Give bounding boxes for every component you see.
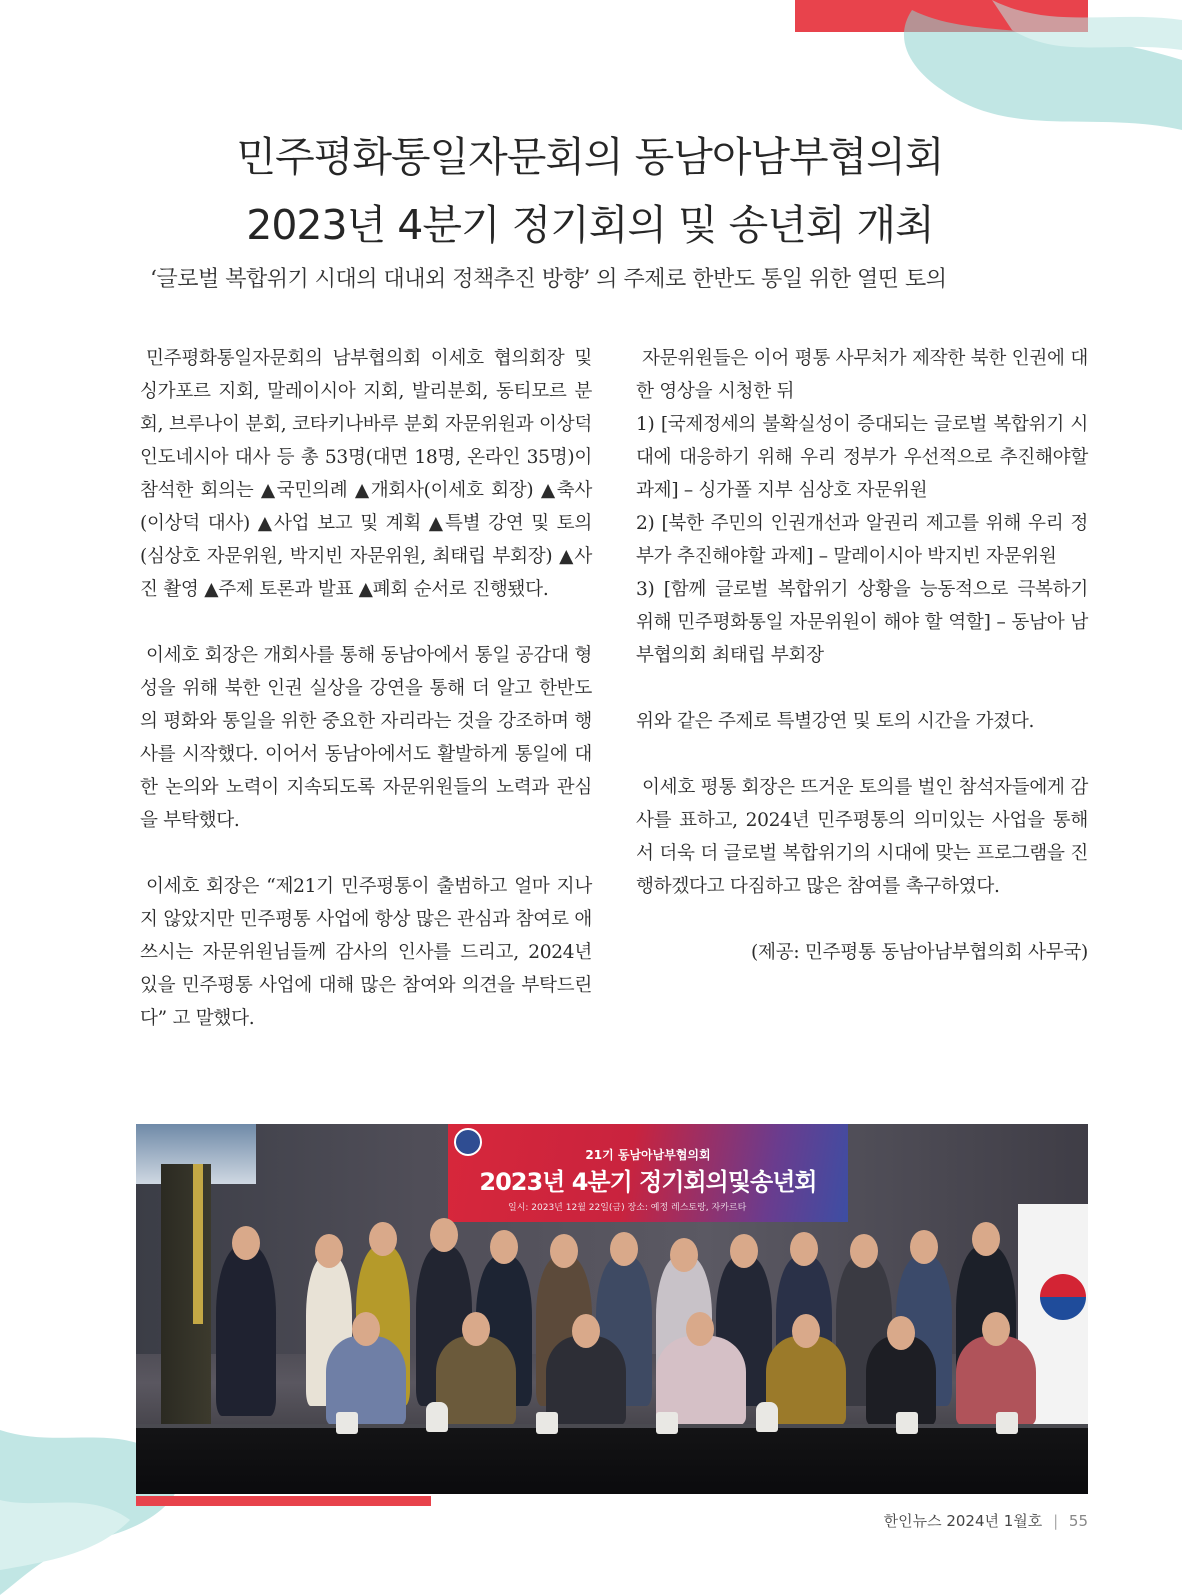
banner-subtitle: 21기 동남아남부협의회 <box>585 1148 711 1162</box>
footer-separator: | <box>1053 1512 1059 1530</box>
bottom-accent-bar <box>136 1496 431 1506</box>
paragraph: 이세호 회장은 개회사를 통해 동남아에서 통일 공감대 형성을 위해 북한 인권 실상을 강연을 통해 더 알고 한반도의 평화와 통일을 위한 중요한 자리라는 것을 강조하며 행사를 시작했다. 이어서 동남아에서도 활발하게 통일에 대한 논의와 노력이 지속되도록 자문위원들의 노력과 관심을 부탁했다. <box>140 645 592 831</box>
paragraph: 이세호 평통 회장은 뜨거운 토의를 벌인 참석자들에게 감사를 표하고, 2024년 민주평통의 의미있는 사업을 통해서 더욱 더 글로벌 복합위기의 시대에 맞는 프로그램을 진행하겠다고 다짐하고 많은 참여를 촉구하였다. <box>636 777 1088 897</box>
paragraph: 이세호 회장은 “제21기 민주평통이 출범하고 얼마 지나지 않았지만 민주평통 사업에 항상 많은 관심과 참여로 애쓰시는 자문위원님들께 감사의 인사를 드리고, 2024년 있을 민주평통 사업에 대해 많은 참여와 의견을 부탁드린다” 고 말했다. <box>140 876 592 1029</box>
article-right-column <box>636 342 1088 1002</box>
banner-info: 일시: 2023년 12월 22일(금) 장소: 예정 레스토랑, 자카르타 <box>508 1203 747 1213</box>
list-item: 1) [국제정세의 불확실성이 증대되는 글로벌 복합위기 시대에 대응하기 위해 우리 정부가 우선적으로 추진해야할 과제] – 싱가폴 지부 심상호 자문위원 <box>636 414 1088 501</box>
paragraph: 자문위원들은 이어 평통 사무처가 제작한 북한 인권에 대한 영상을 시청한 뒤 <box>636 348 1088 402</box>
publication-name: 한인뉴스 2024년 1월호 <box>883 1512 1043 1530</box>
page-number: 55 <box>1068 1512 1088 1530</box>
banner-title: 2023년 4분기 정기회의및송년회 <box>479 1168 817 1196</box>
article-title-line2: 2023년 4분기 정기회의 및 송년회 개최 <box>246 201 934 249</box>
event-banner <box>448 1124 848 1222</box>
teapot <box>756 1402 778 1432</box>
teapot <box>426 1402 448 1432</box>
cup <box>656 1412 678 1434</box>
cup <box>896 1412 918 1434</box>
photo-credit: (제공: 민주평통 동남아남부협의회 사무국) <box>751 942 1088 963</box>
cup <box>996 1412 1018 1434</box>
page-footer <box>884 1510 1088 1531</box>
group-photo <box>136 1124 1088 1494</box>
group-of-people <box>216 1216 1036 1416</box>
paragraph: 민주평화통일자문회의 남부협의회 이세호 협의회장 및 싱가포르 지회, 말레이시아 지회, 발리분회, 동티모르 분회, 브루나이 분회, 코타키나바루 분회 자문위원과 이상덕 인도네시아 대사 등 총 53명(대면 18명, 온라인 35명)이 참석한 회의는 ▲국민의례 ▲개회사(이세호 회장) ▲축사(이상덕 대사) ▲사업 보고 및 계획 ▲특별 강연 및 토의(심상호 자문위원, 박지빈 자문위원, 최태립 부회장) ▲사진 촬영 ▲주제 토론과 발표 ▲폐회 순서로 진행됐다. <box>140 348 592 600</box>
article-title-line1: 민주평화통일자문회의 동남아남부협의회 <box>236 133 944 181</box>
list-item: 3) [함께 글로벌 복합위기 상황을 능동적으로 극복하기 위해 민주평화통일 자문위원이 해야 할 역할] – 동남아 남부협의회 최태립 부회장 <box>636 579 1088 666</box>
article-subtitle: ‘글로벌 복합위기 시대의 대내외 정책추진 방향’ 의 주제로 한반도 통일 위한 열띤 토의 <box>150 267 947 292</box>
article-left-column <box>140 342 592 1035</box>
list-item: 2) [북한 주민의 인권개선과 알권리 제고를 위해 우리 정부가 추진해야할 과제] – 말레이시아 박지빈 자문위원 <box>636 513 1088 567</box>
cup <box>336 1412 358 1434</box>
cup <box>536 1412 558 1434</box>
banquet-table <box>136 1424 1088 1494</box>
paragraph: 위와 같은 주제로 특별강연 및 토의 시간을 가졌다. <box>636 711 1035 732</box>
